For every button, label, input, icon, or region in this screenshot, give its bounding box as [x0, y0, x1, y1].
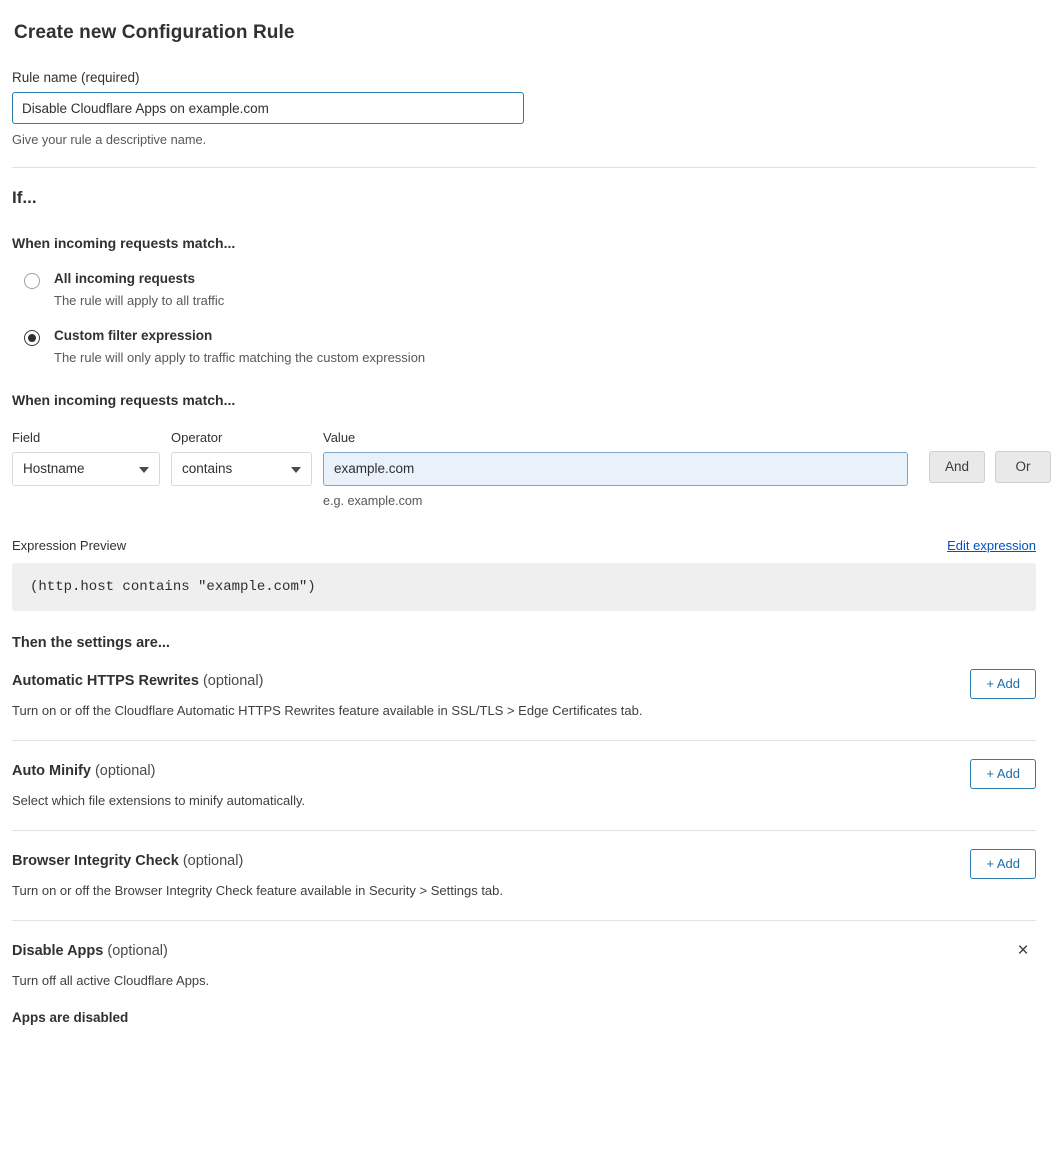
status-badge-apps-disabled: Apps are disabled: [12, 1009, 129, 1025]
operator-label: Operator: [171, 429, 223, 445]
setting-disable-apps: [12, 921, 1036, 1025]
setting-auto-minify: [12, 741, 1036, 808]
then-section-heading: Then the settings are...: [12, 634, 170, 651]
radio-option-custom-filter-expression[interactable]: [12, 328, 1038, 365]
and-button[interactable]: And: [929, 451, 985, 483]
setting-optional-tag: (optional): [94, 762, 156, 779]
filter-heading: When incoming requests match...: [12, 391, 236, 408]
radio-desc-custom: The rule will only apply to traffic matching the custom expression: [54, 349, 426, 365]
value-help: e.g. example.com: [323, 493, 423, 508]
radio-option-all-incoming-requests[interactable]: [12, 271, 1038, 308]
value-column: [323, 430, 908, 508]
setting-optional-tag: (optional): [202, 672, 264, 689]
expression-preview-box: (http.host contains "example.com"): [12, 563, 1036, 611]
value-label: Value: [323, 429, 356, 445]
field-select[interactable]: [12, 452, 160, 486]
edit-expression-link[interactable]: Edit expression: [947, 537, 1036, 553]
radio-icon-custom-filter[interactable]: [24, 330, 40, 346]
setting-title-text: Browser Integrity Check: [12, 852, 179, 869]
close-icon[interactable]: ×: [1017, 939, 1029, 961]
setting-description: Turn on or off the Cloudflare Automatic HTTPS Rewrites feature available in SSL/TLS > Edge Certificates tab.: [12, 702, 643, 718]
add-button-browser-integrity-check[interactable]: + Add: [970, 849, 1036, 879]
add-button-auto-minify[interactable]: + Add: [970, 759, 1036, 789]
setting-description: Turn on or off the Browser Integrity Check feature available in Security > Settings tab.: [12, 882, 504, 898]
operator-column: [171, 430, 312, 486]
setting-title-text: Auto Minify: [12, 762, 91, 779]
field-select-value: Hostname: [23, 461, 85, 477]
page-title: Create new Configuration Rule: [14, 22, 295, 43]
setting-title: [12, 673, 1036, 689]
setting-title: [12, 853, 1036, 869]
field-label: Field: [12, 429, 41, 445]
operator-select[interactable]: [171, 452, 312, 486]
field-column: [12, 430, 160, 486]
operator-select-value: contains: [182, 461, 233, 477]
rule-name-group: [12, 70, 1038, 147]
chevron-down-icon: [139, 467, 149, 473]
if-section-heading: If...: [12, 188, 37, 207]
rule-name-label: Rule name (required): [12, 70, 140, 85]
or-button[interactable]: Or: [995, 451, 1051, 483]
setting-optional-tag: (optional): [107, 942, 168, 959]
setting-title-text: Disable Apps: [12, 942, 104, 959]
setting-browser-integrity-check: [12, 831, 1036, 898]
expression-preview-label: Expression Preview: [12, 537, 127, 553]
radio-label-all: All incoming requests: [54, 271, 196, 286]
setting-optional-tag: (optional): [182, 852, 244, 869]
rule-name-help: Give your rule a descriptive name.: [12, 132, 207, 147]
value-input[interactable]: [323, 452, 908, 486]
expression-preview-header: [12, 538, 1036, 553]
radio-icon-all-incoming-requests[interactable]: [24, 273, 40, 289]
divider: [12, 167, 1036, 168]
setting-description: Turn off all active Cloudflare Apps.: [12, 972, 210, 988]
setting-title: [12, 943, 1036, 959]
radio-desc-all: The rule will apply to all traffic: [54, 292, 225, 308]
add-button-automatic-https-rewrites[interactable]: + Add: [970, 669, 1036, 699]
setting-title: [12, 763, 1036, 779]
radio-label-custom: Custom filter expression: [54, 327, 213, 343]
setting-description: Select which file extensions to minify automatically.: [12, 792, 306, 808]
setting-title-text: Automatic HTTPS Rewrites: [12, 672, 199, 689]
filter-builder-row: [12, 430, 1038, 508]
chevron-down-icon: [291, 467, 301, 473]
setting-automatic-https-rewrites: [12, 651, 1036, 718]
match-subheading: When incoming requests match...: [12, 235, 236, 251]
rule-name-input[interactable]: [12, 92, 524, 124]
